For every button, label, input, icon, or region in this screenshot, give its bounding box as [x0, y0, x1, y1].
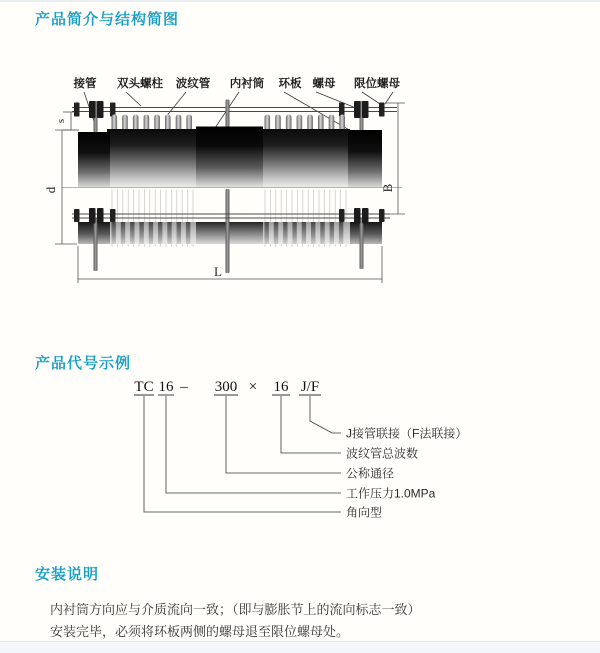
callout-pressure: 工作压力1.0MPa [346, 486, 436, 501]
section-heading-code: 产品代号示例 [35, 355, 132, 372]
dim-l-label: L [214, 264, 222, 279]
page-bottom-strip [0, 641, 600, 653]
section-heading-intro: 产品简介与结构简图 [35, 11, 180, 28]
callout-type: 角向型 [346, 505, 383, 520]
label-inner-liner: 内衬筒 [229, 78, 265, 90]
part-label-row [73, 76, 401, 90]
center-collar [196, 127, 263, 188]
dim-s-label: s [55, 118, 67, 124]
installation-notes [50, 599, 570, 643]
code-times: × [248, 379, 258, 395]
callout-diameter: 公称通径 [346, 466, 395, 481]
callout-connection: J接管联接（F法联接） [346, 426, 468, 441]
section-heading-install: 安装说明 [35, 566, 100, 583]
label-double-stud: 双头螺柱 [117, 78, 163, 90]
dim-l-lines [78, 246, 382, 283]
label-nut: 螺母 [312, 78, 336, 90]
code-dash: – [180, 379, 188, 395]
pipe-end-right-lower [350, 222, 382, 244]
code-connection: J/F [300, 379, 320, 395]
joint-body-upper [78, 115, 382, 188]
product-code-diagram [0, 373, 600, 533]
dim-d-lines [55, 130, 77, 244]
upper-tie-rod [72, 108, 397, 112]
callout-waves: 波纹管总波数 [346, 446, 419, 461]
label-bellows: 波纹管 [175, 78, 211, 90]
installation-note-line2: 安装完毕，必须将环板两侧的螺母退至限位螺母处。 [50, 624, 350, 639]
dim-b-label: B [380, 183, 395, 193]
structure-diagram [0, 55, 600, 325]
label-ring-plate: 环板 [278, 78, 302, 90]
label-limit-nut: 限位螺母 [354, 78, 400, 90]
product-code [134, 379, 319, 395]
page-top-border [0, 0, 600, 2]
pipe-end-left [78, 132, 110, 187]
code-diameter: 300 [214, 379, 238, 395]
label-connecting-pipe: 接管 [73, 78, 97, 90]
pipe-end-right [348, 130, 382, 187]
installation-note-line1: 内衬筒方向应与介质流向一致；（即与膨胀节上的流向标志一致） [50, 602, 421, 617]
code-callout-lines [144, 396, 341, 512]
code-waves: 16 [273, 379, 289, 395]
dim-b-lines [385, 103, 405, 214]
code-pressure: 16 [158, 379, 174, 395]
joint-body-lower [78, 222, 382, 244]
code-callout-labels [346, 426, 467, 520]
code-type: TC [134, 379, 154, 395]
dim-d-label: d [43, 186, 58, 194]
